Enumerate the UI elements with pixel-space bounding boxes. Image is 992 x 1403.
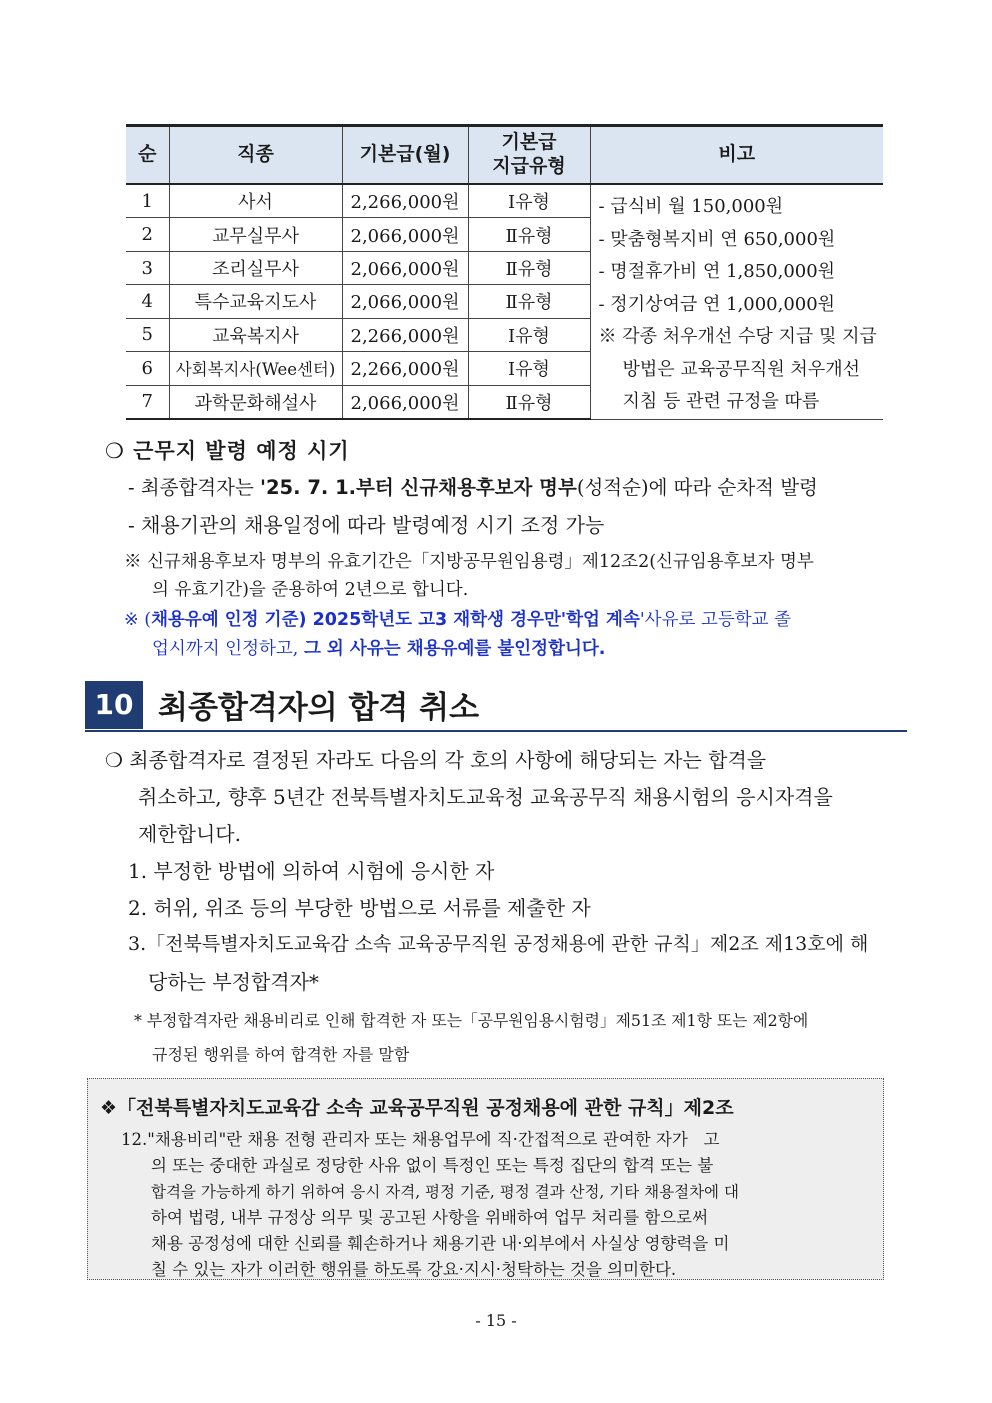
row-job: 과학문화해설사 bbox=[169, 385, 342, 419]
note-line: 지침 등 관련 규정을 따름 bbox=[622, 391, 820, 412]
section-title: 최종합격자의 합격 취소 bbox=[158, 690, 480, 726]
appointment-note-1-l2: 의 유효기간)을 준용하여 2년으로 합니다. bbox=[152, 580, 469, 600]
rule-excerpt-box bbox=[87, 1078, 884, 1280]
note-line: - 급식비 월 150,000원 bbox=[598, 196, 784, 217]
row-pay: 2,066,000원 bbox=[342, 218, 468, 251]
appointment-note-2-l2 bbox=[152, 635, 605, 660]
row-pay: 2,266,000원 bbox=[342, 352, 468, 385]
row-type: Ⅱ유형 bbox=[468, 285, 590, 318]
row-type: Ⅰ유형 bbox=[468, 184, 590, 218]
cancel-footnote-l2: 규정된 행위를 하여 합격한 자를 말함 bbox=[152, 1045, 410, 1064]
row-type: Ⅰ유형 bbox=[468, 318, 590, 351]
rule-line: 합격을 가능하게 하기 위하여 응시 자격, 평정 기준, 평정 결과 산정, 기타 채용절차에 대 bbox=[151, 1183, 739, 1201]
appointment-line-1b: '25. 7. 1.부터 신규채용후보자 명부 bbox=[260, 476, 577, 499]
row-no: 2 bbox=[126, 218, 169, 251]
appointment-heading: ❍ 근무지 발령 예정 시기 bbox=[105, 439, 350, 463]
cancel-item-1: 1. 부정한 방법에 의하여 시험에 응시한 자 bbox=[128, 859, 495, 883]
note-line: 방법은 교육공무직원 처우개선 bbox=[622, 358, 860, 380]
cancel-intro-l3: 제한합니다. bbox=[138, 822, 241, 846]
row-job: 사회복지사(Wee센터) bbox=[169, 352, 342, 385]
note2-l2-plain: 업시까지 인정하고, bbox=[152, 639, 304, 659]
row-type: Ⅱ유형 bbox=[468, 218, 590, 251]
cancel-intro-l2: 취소하고, 향후 5년간 전북특별자치도교육청 교육공무직 채용시험의 응시자격을 bbox=[138, 785, 833, 809]
cancel-item-3-l1: 3.「전북특별자치도교육감 소속 교육공무직원 공정채용에 관한 규칙」제2조 제13호에 해 bbox=[128, 933, 869, 955]
row-pay: 2,266,000원 bbox=[342, 184, 468, 218]
header-job: 직종 bbox=[169, 126, 342, 185]
section-title-rule bbox=[85, 730, 907, 732]
appointment-note-1-l1: ※ 신규채용후보자 명부의 유효기간은「지방공무원임용령」제12조2(신규임용후보자 명부 bbox=[124, 552, 814, 572]
header-note: 비고 bbox=[590, 126, 883, 185]
table-header-row bbox=[126, 126, 883, 185]
note2-l2-bold: 그 외 사유는 채용유예를 불인정합니다. bbox=[303, 639, 606, 659]
note-cell bbox=[590, 184, 883, 419]
row-type: Ⅰ유형 bbox=[468, 352, 590, 385]
note2-suffix: '사유로 고등학교 졸 bbox=[639, 610, 792, 630]
note2-bold: 채용유예 인정 기준) 2025학년도 고3 재학생 경우만'학업 계속 bbox=[151, 610, 640, 630]
row-pay: 2,066,000원 bbox=[342, 251, 468, 284]
header-no: 순 bbox=[126, 126, 169, 185]
cancel-item-3-l2: 당하는 부정합격자* bbox=[148, 970, 319, 994]
rule-line: 칠 수 있는 자가 이러한 행위를 하도록 강요·지시·청탁하는 것을 의미한다. bbox=[151, 1260, 677, 1279]
row-job: 사서 bbox=[169, 184, 342, 218]
appointment-line-1a: - 최종합격자는 bbox=[128, 476, 261, 499]
row-no: 6 bbox=[126, 352, 169, 385]
appointment-note-2-l1 bbox=[124, 606, 791, 631]
row-job: 조리실무사 bbox=[169, 251, 342, 284]
row-no: 5 bbox=[126, 318, 169, 351]
note-line: ※ 각종 처우개선 수당 지급 및 지급 bbox=[598, 326, 877, 347]
header-pay: 기본급(월) bbox=[342, 126, 468, 185]
row-job: 특수교육지도사 bbox=[169, 285, 342, 318]
table-row bbox=[126, 184, 883, 218]
row-job: 교육복지사 bbox=[169, 318, 342, 351]
row-type: Ⅱ유형 bbox=[468, 385, 590, 419]
header-pay-type-l2: 지급유형 bbox=[492, 155, 566, 177]
row-pay: 2,266,000원 bbox=[342, 318, 468, 351]
appointment-line-2: - 채용기관의 채용일정에 따라 발령예정 시기 조정 가능 bbox=[128, 513, 605, 537]
header-pay-type-l1: 기본급 bbox=[501, 131, 557, 154]
row-no: 1 bbox=[126, 184, 169, 218]
rule-box-body bbox=[121, 1127, 873, 1283]
rule-line: 12."채용비리"란 채용 전형 관리자 또는 채용업무에 직·간접적으로 관여한 자가 고 bbox=[121, 1130, 720, 1149]
rule-line: 의 또는 중대한 과실로 정당한 사유 없이 특정인 또는 특정 집단의 합격 또는 불 bbox=[151, 1156, 714, 1175]
row-pay: 2,066,000원 bbox=[342, 385, 468, 419]
appointment-line-1c: (성적순)에 따라 순차적 발령 bbox=[576, 476, 818, 499]
row-pay: 2,066,000원 bbox=[342, 285, 468, 318]
rule-line: 채용 공정성에 대한 신뢰를 훼손하거나 채용기관 내·외부에서 사실상 영향력을 미 bbox=[151, 1234, 730, 1253]
cancel-footnote-l1: * 부정합격자란 채용비리로 인해 합격한 자 또는「공무원임용시험령」제51조 제1항 또는 제2항에 bbox=[134, 1011, 809, 1030]
page-number: - 15 - bbox=[475, 1311, 517, 1330]
header-pay-type bbox=[468, 126, 590, 185]
rule-line: 하여 법령, 내부 규정상 의무 및 공고된 사항을 위배하여 업무 처리를 함으로써 bbox=[151, 1208, 709, 1227]
note-line: - 정기상여금 연 1,000,000원 bbox=[598, 293, 836, 315]
section-number-badge: 10 bbox=[85, 681, 143, 729]
salary-table bbox=[126, 124, 883, 420]
cancel-item-2: 2. 허위, 위조 등의 부당한 방법으로 서류를 제출한 자 bbox=[128, 896, 591, 920]
cancel-intro-l1: ❍ 최종합격자로 결정된 자라도 다음의 각 호의 사항에 해당되는 자는 합격을 bbox=[105, 748, 767, 772]
row-no: 3 bbox=[126, 251, 169, 284]
rule-box-title: ❖「전북특별자치도교육감 소속 교육공무직원 공정채용에 관한 규칙」제2조 bbox=[100, 1097, 734, 1119]
note-line: - 명절휴가비 연 1,850,000원 bbox=[598, 261, 836, 282]
row-no: 7 bbox=[126, 385, 169, 419]
row-no: 4 bbox=[126, 285, 169, 318]
row-job: 교무실무사 bbox=[169, 218, 342, 251]
note-line: - 맞춤형복지비 연 650,000원 bbox=[598, 228, 836, 250]
row-type: Ⅱ유형 bbox=[468, 251, 590, 284]
note2-prefix: ※ ( bbox=[124, 610, 152, 630]
appointment-line-1 bbox=[128, 472, 818, 500]
